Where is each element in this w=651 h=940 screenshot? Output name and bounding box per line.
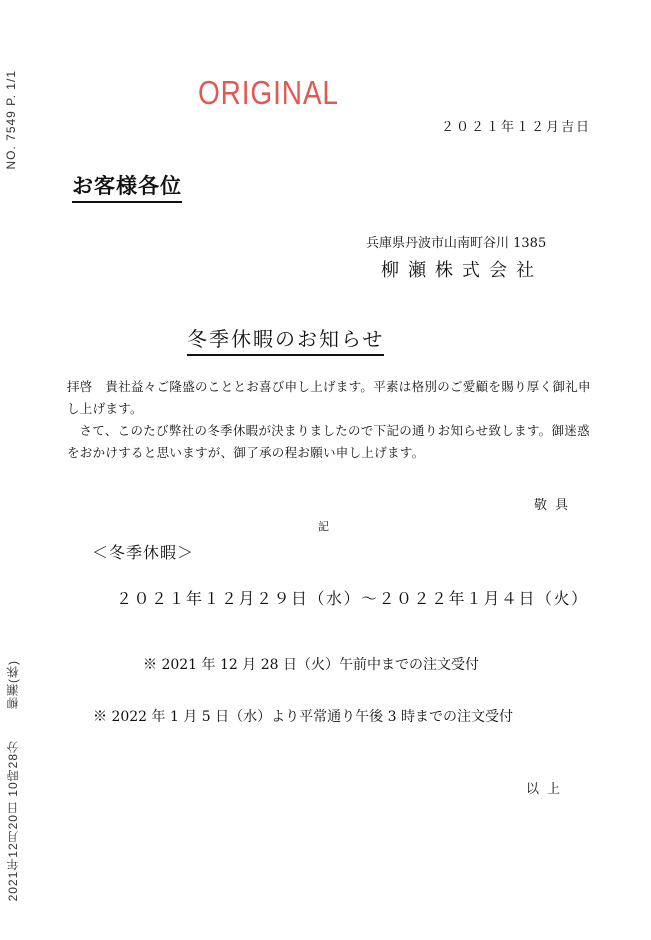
notice-title: 冬季休暇のお知らせ	[187, 323, 384, 356]
section-title: ＜冬季休暇＞	[92, 543, 195, 562]
sender-address: 兵庫県丹波市山南町谷川 1385	[366, 236, 547, 251]
body-paragraph-2: さて、このたび弊社の冬季休暇が決まりましたので下記の通りお知らせ致します。御迷惑をおかけすると思いますが、御了承の程お願い申し上げます。	[67, 423, 590, 460]
fax-sender: 柳瀬(株)	[6, 660, 20, 709]
company-name: 柳瀬株式会社	[381, 260, 543, 281]
holiday-period: ２０２１年１２月２９日（水）～２０２２年１月４日（火）	[116, 589, 589, 608]
body-paragraph-1: 拝啓 貴社益々ご隆盛のこととお喜び申し上げます。平素は格別のご愛顧を賜り厚く御礼申し上げます。	[67, 379, 591, 416]
order-note-1: ※ 2021 年 12 月 28 日（火）午前中までの注文受付	[143, 657, 479, 673]
order-note-2: ※ 2022 年 1 月 5 日（水）より平常通り午後 3 時までの注文受付	[93, 709, 513, 725]
ki-marker: 記	[318, 520, 329, 533]
end-marker: 以上	[526, 782, 569, 797]
original-stamp: ORIGINAL	[198, 74, 339, 111]
letter-body	[67, 376, 592, 464]
closing-keigu: 敬具	[534, 498, 577, 513]
fax-page-ref: NO. 7549 P. 1/1	[4, 70, 18, 170]
document-date: ２０２１年１２月吉日	[441, 120, 592, 135]
fax-timestamp: 2021年12月20日 10時28分	[6, 740, 20, 902]
addressee: お客様各位	[72, 170, 182, 203]
